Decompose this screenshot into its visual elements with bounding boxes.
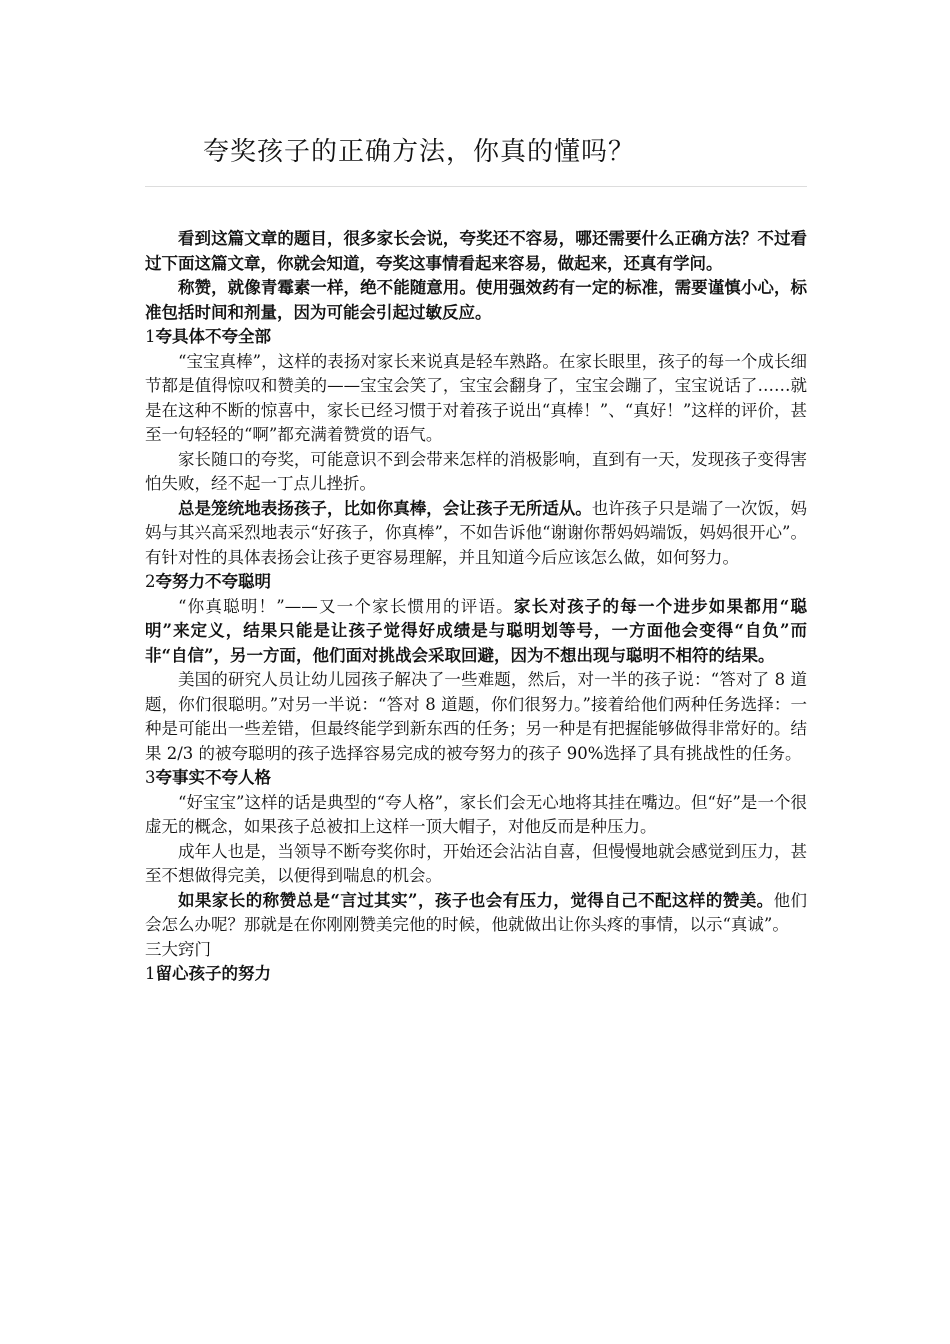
emphasis-text: 如果家长的称赞总是“言过其实”，孩子也会有压力，觉得自己不配这样的赞美。 — [178, 890, 774, 910]
tips-heading: 三大窍门 — [145, 939, 211, 959]
section-number: 1 — [145, 327, 156, 346]
section-number: 3 — [145, 768, 156, 787]
section-heading-1 — [145, 325, 807, 350]
section-1-paragraph-1: “宝宝真棒”，这样的表扬对家长来说真是轻车熟路。在家长眼里，孩子的每一个成长细节都是值得惊叹和赞美的——宝宝会笑了，宝宝会翻身了，宝宝会蹦了，宝宝说话了……就是在这种不断的惊喜中，家长已经习惯于对着孩子说出“真棒！”、“真好！”这样的评价，甚至一句轻轻的“啊”都充满着赞赏的语气。 — [145, 351, 807, 444]
paragraph-text: “你真聪明！”——又一个家长惯用的评语。 — [178, 596, 514, 616]
document-body — [145, 227, 807, 987]
section-heading-text: 夸事实不夸人格 — [155, 768, 271, 787]
section-number: 2 — [145, 572, 156, 591]
intro-paragraph-2: 称赞，就像青霉素一样，绝不能随意用。使用强效药有一定的标准，需要谨慎小心，标准包括时间和剂量，因为可能会引起过敏反应。 — [145, 278, 807, 322]
section-2-paragraph-1 — [145, 595, 807, 669]
tip-number: 1 — [145, 964, 156, 983]
section-heading-2 — [145, 570, 807, 595]
section-1-paragraph-2: 家长随口的夸奖，可能意识不到会带来怎样的消极影响，直到有一天，发现孩子变得害怕失败，经不起一丁点儿挫折。 — [145, 449, 807, 493]
paragraph-text: 也许孩子只是端了一次饭，妈妈与其兴高采烈地表示“好孩子，你真棒”，不如告诉他“谢谢你帮妈妈端饭，妈妈很开心”。有针对性的具体表扬会让孩子更容易理解，并且知道今后应该怎么做，如何努力。 — [145, 498, 808, 567]
section-heading-text: 夸具体不夸全部 — [155, 327, 271, 346]
document-page — [145, 0, 807, 987]
intro-paragraph-1: 看到这篇文章的题目，很多家长会说，夸奖还不容易，哪还需要什么正确方法？不过看过下面这篇文章，你就会知道，夸奖这事情看起来容易，做起来，还真有学问。 — [145, 229, 807, 273]
section-3-paragraph-3 — [145, 889, 807, 938]
section-1-paragraph-3 — [145, 497, 807, 571]
document-title: 夸奖孩子的正确方法，你真的懂吗？ — [203, 137, 636, 167]
emphasis-text: 家长对孩子的每一个进步如果都用“聪明”来定义，结果只能是让孩子觉得好成绩是与聪明划等号，一方面他会变得“自负”而非“自信”，另一方面，他们面对挑战会采取回避，因为不想出现与聪明不相符的结果。 — [145, 596, 808, 665]
section-3-paragraph-1: “好宝宝”这样的话是典型的“夸人格”，家长们会无心地将其挂在嘴边。但“好”是一个很虚无的概念，如果孩子总被扣上这样一顶大帽子，对他反而是种压力。 — [145, 792, 807, 836]
tip-item-1 — [145, 962, 807, 987]
section-3-paragraph-2: 成年人也是，当领导不断夸奖你时，开始还会沾沾自喜，但慢慢地就会感觉到压力，甚至不想做得完美，以便得到喘息的机会。 — [145, 841, 807, 885]
tip-text: 留心孩子的努力 — [155, 964, 271, 983]
section-heading-3 — [145, 766, 807, 791]
section-2-paragraph-2: 美国的研究人员让幼儿园孩子解决了一些难题，然后，对一半的孩子说：“答对了 8 道题，你们很聪明。”对另一半说：“答对 8 道题，你们很努力。”接着给他们两种任务选择：一种是可能出一些差错，但最终能学到新东西的任务；另一种是有把握能够做得非常好的。结果 2/3 的被夸聪明的孩子选择容易完成的被夸努力的孩子 90%选择了具有挑战性的任务。 — [145, 670, 807, 763]
section-heading-text: 夸努力不夸聪明 — [155, 572, 271, 591]
title-divider — [145, 186, 807, 187]
paragraph-text: 他们会怎么办呢？那就是在你刚刚赞美完他的时候，他就做出让你头疼的事情，以示“真诚”。 — [145, 890, 808, 934]
emphasis-text: 总是笼统地表扬孩子，比如你真棒，会让孩子无所适从。 — [178, 498, 592, 518]
